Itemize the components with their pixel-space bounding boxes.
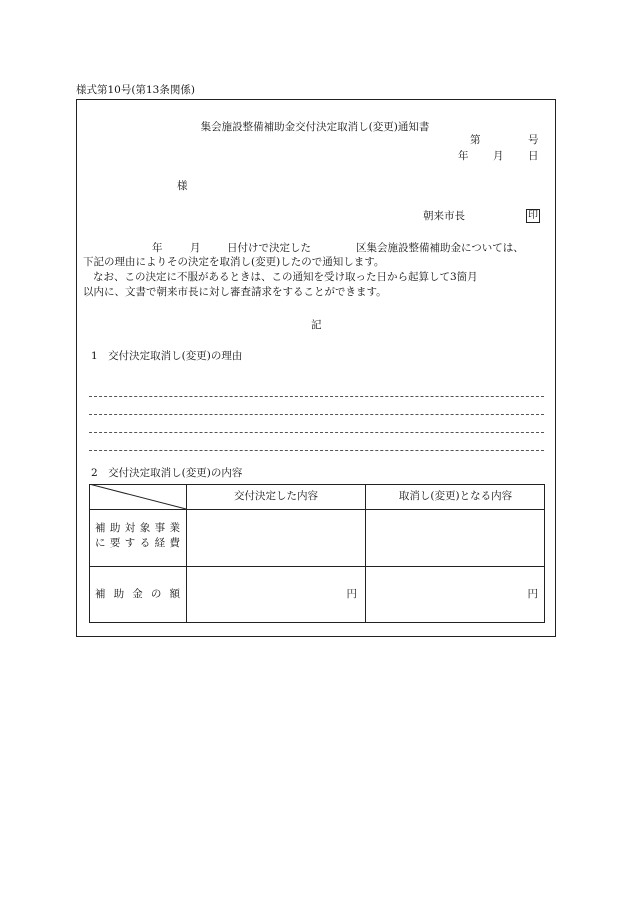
addressee-sama: 様 — [177, 180, 188, 192]
row-1-label-line-2: に要する経費 — [95, 537, 180, 549]
body-line-4: 以内に、文書で朝来市長に対し審査請求をすることができます。 — [83, 286, 387, 298]
document-title: 集会施設整備補助金交付決定取消し(変更)通知書 — [200, 121, 430, 133]
issuer-name: 朝来市長 — [423, 210, 465, 222]
section-2-heading: 2 交付決定取消し(変更)の内容 — [91, 467, 243, 479]
reason-line-1 — [89, 396, 544, 397]
row-2-col-1-yen: 円 — [346, 588, 357, 600]
header-col-1: 交付決定した内容 — [234, 490, 318, 502]
header-col-2: 取消し(変更)となる内容 — [398, 490, 513, 502]
header-diagonal — [89, 484, 186, 509]
row-2-col-2-yen: 円 — [527, 588, 538, 600]
body-decided: 日付けで決定した — [227, 242, 311, 254]
date-year: 年 — [458, 150, 469, 162]
body-subsidy-tail: 区集会施設整備補助金については、 — [356, 242, 524, 254]
reason-line-4 — [89, 450, 544, 451]
table-grid — [89, 484, 545, 623]
ki-heading: 記 — [311, 319, 322, 331]
row-2-label: 補助金の額 — [95, 588, 180, 600]
body-year: 年 — [152, 242, 163, 254]
section-1-heading: 1 交付決定取消し(変更)の理由 — [91, 350, 243, 362]
row-1-label-line-1: 補助対象事業 — [95, 522, 180, 534]
seal-mark: 印 — [528, 210, 538, 221]
body-line-2: 下記の理由によりその決定を取消し(変更)したので通知します。 — [83, 256, 385, 268]
form-number: 様式第10号(第13条関係) — [76, 84, 195, 96]
number-go: 号 — [528, 134, 539, 146]
reason-line-2 — [89, 414, 544, 415]
date-day: 日 — [528, 150, 539, 162]
body-month: 月 — [190, 242, 201, 254]
reason-line-3 — [89, 432, 544, 433]
date-month: 月 — [493, 150, 504, 162]
body-line-3: なお、この決定に不服があるときは、この通知を受け取った日から起算して3箇月 — [93, 271, 478, 283]
content-table — [89, 484, 545, 623]
number-dai: 第 — [470, 134, 481, 146]
